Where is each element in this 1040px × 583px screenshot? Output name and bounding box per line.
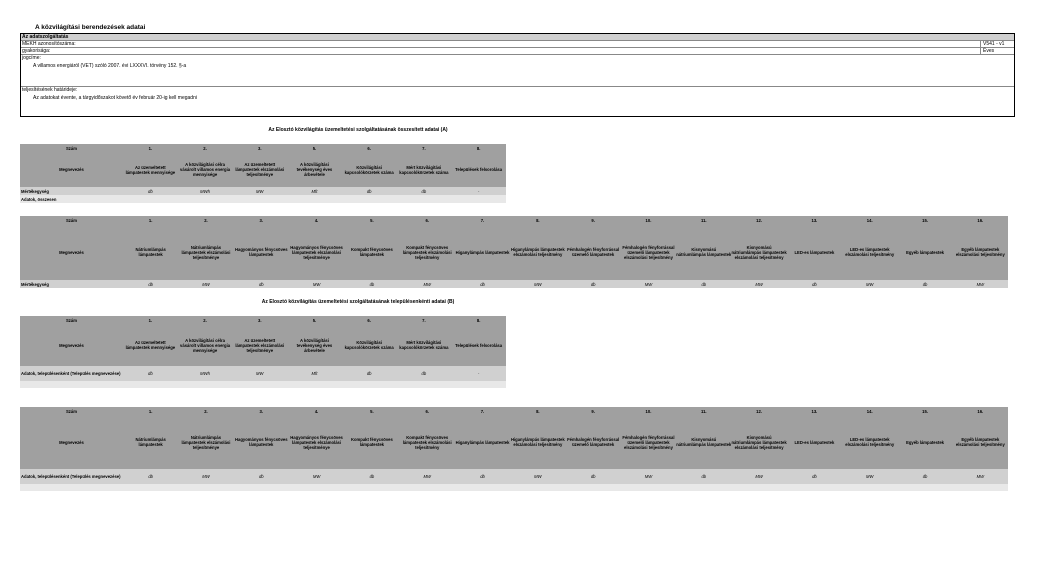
legal-value: A villamos energiáról (VET) szóló 2007. évi LXXXVI. törvény 152. §-a [33, 63, 187, 69]
column-name: Hagyományos fénycsöves lámpatestek [234, 415, 289, 469]
megnevezes-label: Megnevezés [20, 415, 123, 469]
unit-cell: db [455, 469, 510, 484]
data-row [20, 195, 506, 203]
column-number: 9. [566, 216, 621, 224]
data-cell[interactable] [232, 195, 287, 203]
unit-cell: MW [289, 280, 344, 288]
column-number: 1. [123, 407, 178, 415]
szam-label: Szám [20, 407, 123, 415]
column-name: Kisnyomású nátriumlámpás lámpatestek [676, 415, 731, 469]
column-number: 6. [342, 316, 397, 324]
megnevezes-label: Megnevezés [20, 152, 123, 187]
data-cell[interactable] [289, 484, 344, 491]
column-number: 6. [342, 144, 397, 152]
unit-cell: db [342, 187, 397, 195]
unit-cell: db [123, 187, 178, 195]
unit-cell: MW [289, 469, 344, 484]
column-number: 8. [451, 144, 506, 152]
data-cell[interactable] [842, 484, 897, 491]
unit-cell: db [397, 187, 452, 195]
adatok-telepulesenkent-label: Adatok, településenként (Település megnevezése) [20, 469, 123, 484]
column-name: Fémhalogén fényforrással üzemelő lámpatestek [566, 415, 621, 469]
unit-cell: db [123, 469, 178, 484]
data-cell[interactable] [123, 195, 178, 203]
column-name: Kompakt fénycsöves lámpatestek [344, 415, 399, 469]
unit-row [20, 366, 506, 381]
info-freq-row [21, 48, 1014, 55]
column-name: Higanylámpás lámpatestek [455, 415, 510, 469]
column-number: 5. [287, 144, 342, 152]
mekh-label: MEKH azonosítószáma: [22, 41, 76, 47]
column-name: Az üzemeltetett lámpatestek elszámolási teljesítménye [232, 324, 287, 366]
column-name: Kompakt fénycsöves lámpatestek elszámolási teljesítmény [400, 224, 455, 280]
adatok-osszesen-label: Adatok, összesen [20, 195, 123, 203]
unit-cell: db [342, 366, 397, 381]
column-name: LED-es lámpatestek [787, 415, 842, 469]
data-cell[interactable] [953, 484, 1008, 491]
column-name: Nátriumlámpás lámpatestek elszámolási teljesítménye [178, 224, 233, 280]
number-row [20, 407, 1008, 415]
unit-cell: - [451, 366, 506, 381]
section-a-title: Az Elosztó közvilágítás üzemeltetési szolgáltatásának összesített adatai (A) [268, 127, 448, 133]
column-name: Hagyományos fénycsöves lámpatestek [234, 224, 289, 280]
column-number: 10. [621, 216, 676, 224]
column-number: 5. [344, 216, 399, 224]
unit-cell: MW [400, 469, 455, 484]
column-name: Egyéb lámpatestek [897, 415, 952, 469]
column-name: Kisnyomású nátriumlámpás lámpatestek [676, 224, 731, 280]
data-cell[interactable] [123, 381, 178, 388]
column-number: 9. [566, 407, 621, 415]
column-name: A közvilágítási célra vásárolt villamos energia mennyisége [178, 152, 233, 187]
data-cell[interactable] [344, 484, 399, 491]
data-cell[interactable] [232, 381, 287, 388]
column-name: Mért közvilágítási kapcsolókörzetek száma [397, 324, 452, 366]
column-name: A közvilágítási tevékenység éves árbevétele [287, 324, 342, 366]
data-cell[interactable] [178, 484, 233, 491]
freq-value: Éves [980, 48, 1014, 54]
column-number: 3. [234, 216, 289, 224]
data-cell[interactable] [897, 484, 952, 491]
column-number: 1. [123, 144, 178, 152]
column-name: LED-es lámpatestek elszámolási teljesítmény [842, 224, 897, 280]
unit-cell: MW [953, 469, 1008, 484]
data-cell[interactable] [342, 195, 397, 203]
column-name: Kompakt fénycsöves lámpatestek elszámolási teljesítmény [400, 415, 455, 469]
data-cell[interactable] [566, 484, 621, 491]
column-number: 3. [234, 407, 289, 415]
blank-row [20, 381, 506, 388]
column-number: 15. [897, 216, 952, 224]
info-header: Az adatszolgáltatás [21, 34, 1014, 41]
unit-row [20, 469, 1008, 484]
table-a-summary [20, 144, 506, 203]
unit-cell: MW [731, 469, 786, 484]
number-row [20, 316, 506, 324]
column-name: Egyéb lámpatestek elszámolási teljesítmény [953, 224, 1008, 280]
info-mekh-row [21, 41, 1014, 48]
table-a-lamps [20, 216, 1008, 288]
info-legal-row [21, 55, 1014, 87]
column-number: 1. [123, 216, 178, 224]
unit-cell: MWh [178, 366, 233, 381]
unit-cell: db [787, 469, 842, 484]
column-name: LED-es lámpatestek [787, 224, 842, 280]
column-name: Nátriumlámpás lámpatestek elszámolási teljesítménye [178, 415, 233, 469]
data-cell[interactable] [234, 484, 289, 491]
column-number: 13. [787, 216, 842, 224]
column-name: Az üzemeltetett lámpatestek elszámolási teljesítménye [232, 152, 287, 187]
column-number: 1. [123, 316, 178, 324]
unit-cell: MW [842, 469, 897, 484]
number-row [20, 144, 506, 152]
column-number: 2. [178, 216, 233, 224]
column-name: A közvilágítási célra vásárolt villamos energia mennyisége [178, 324, 233, 366]
column-number: 7. [455, 216, 510, 224]
info-deadline-row [21, 87, 1014, 117]
adatok-telepulesenkent-label: Adatok, településenként (Település megnevezése) [20, 366, 123, 381]
data-cell[interactable] [397, 381, 452, 388]
data-cell[interactable] [451, 381, 506, 388]
column-number: 5. [344, 407, 399, 415]
column-number: 11. [676, 216, 731, 224]
column-name: Közvilágítási kapcsolókörzetek száma [342, 324, 397, 366]
column-number: 4. [289, 216, 344, 224]
unit-cell: db [787, 280, 842, 288]
unit-cell: db [676, 280, 731, 288]
column-number: 12. [731, 216, 786, 224]
name-row [20, 152, 506, 187]
unit-cell: MW [621, 469, 676, 484]
column-name: LED-es lámpatestek elszámolási teljesítmény [842, 415, 897, 469]
name-row [20, 324, 506, 366]
unit-cell: db [344, 280, 399, 288]
unit-cell: MWh [178, 187, 233, 195]
column-number: 2. [178, 144, 233, 152]
column-name: Az üzemeltetett lámpatestek mennyisége [123, 324, 178, 366]
column-name: Nátriumlámpás lámpatestek [123, 224, 178, 280]
column-name: Nátriumlámpás lámpatestek [123, 415, 178, 469]
data-cell[interactable] [621, 484, 676, 491]
mertekegyseg-label: Mértékegység [20, 280, 123, 288]
column-number: 10. [621, 407, 676, 415]
column-number: 6. [400, 407, 455, 415]
data-cell[interactable] [455, 484, 510, 491]
legal-label: jogcíme: [22, 55, 41, 61]
freq-label: gyakorisága: [22, 48, 51, 54]
column-name: Higanylámpás lámpatestek elszámolási teljesítmény [510, 415, 565, 469]
name-row [20, 224, 1008, 280]
column-name: Kisnyomású nátriumlámpás lámpatestek elszámolási teljesítmény [731, 415, 786, 469]
data-cell[interactable] [178, 195, 233, 203]
data-cell[interactable] [342, 381, 397, 388]
name-row [20, 415, 1008, 469]
data-cell[interactable] [451, 195, 506, 203]
column-number: 15. [897, 407, 952, 415]
unit-cell: MW [842, 280, 897, 288]
unit-cell: db [897, 469, 952, 484]
column-name: Települések felsorolása [451, 152, 506, 187]
data-cell[interactable] [123, 484, 178, 491]
column-name: Kompakt fénycsöves lámpatestek [344, 224, 399, 280]
mekh-value: V541 - v1 [980, 41, 1014, 47]
unit-cell: db [123, 280, 178, 288]
column-number: 16. [953, 407, 1008, 415]
unit-cell: db [566, 280, 621, 288]
unit-cell: MW [178, 280, 233, 288]
unit-cell: db [123, 366, 178, 381]
unit-cell: MW [178, 469, 233, 484]
data-cell[interactable] [787, 484, 842, 491]
column-number: 11. [676, 407, 731, 415]
column-number: 16. [953, 216, 1008, 224]
table-b-summary [20, 316, 506, 388]
column-number: 6. [400, 216, 455, 224]
unit-cell: db [676, 469, 731, 484]
column-number: 14. [842, 216, 897, 224]
column-name: Fémhalogén fényforrással üzemelő lámpatestek [566, 224, 621, 280]
data-cell[interactable] [178, 381, 233, 388]
column-number: 4. [289, 407, 344, 415]
data-cell[interactable] [287, 381, 342, 388]
column-number: 2. [178, 407, 233, 415]
unit-cell: db [234, 469, 289, 484]
column-name: Közvilágítási kapcsolókörzetek száma [342, 152, 397, 187]
unit-row [20, 187, 506, 195]
unit-cell: db [566, 469, 621, 484]
column-name: Fémhalogén fényforrással üzemelő lámpatestek elszámolási teljesítmény [621, 224, 676, 280]
column-number: 8. [510, 216, 565, 224]
unit-cell: db [897, 280, 952, 288]
szam-label: Szám [20, 216, 123, 224]
unit-cell: Mft [287, 366, 342, 381]
column-number: 5. [287, 316, 342, 324]
unit-cell: db [455, 280, 510, 288]
megnevezes-label: Megnevezés [20, 324, 123, 366]
megnevezes-label: Megnevezés [20, 224, 123, 280]
column-name: Települések felsorolása [451, 324, 506, 366]
data-cell[interactable] [397, 195, 452, 203]
table-b-lamps [20, 407, 1008, 491]
column-name: Higanylámpás lámpatestek elszámolási teljesítmény [510, 224, 565, 280]
column-number: 7. [455, 407, 510, 415]
column-name: Mért közvilágítási kapcsolókörzetek száma [397, 152, 452, 187]
unit-cell: MW [232, 366, 287, 381]
column-number: 3. [232, 144, 287, 152]
column-name: Higanylámpás lámpatestek [455, 224, 510, 280]
unit-cell: MW [232, 187, 287, 195]
unit-cell: MW [953, 280, 1008, 288]
unit-cell: db [397, 366, 452, 381]
szam-label: Szám [20, 144, 123, 152]
column-name: Fémhalogén fényforrással üzemelő lámpatestek elszámolási teljesítmény [621, 415, 676, 469]
column-number: 14. [842, 407, 897, 415]
number-row [20, 216, 1008, 224]
szam-label: Szám [20, 316, 123, 324]
column-number: 8. [510, 407, 565, 415]
deadline-label: teljesítésének határideje: [22, 87, 78, 93]
deadline-value: Az adatokat évente, a tárgyidőszakot követő év február 20-ig kell megadni [33, 95, 197, 101]
column-number: 7. [397, 316, 452, 324]
page-title: A közvilágítási berendezések adatai [35, 24, 146, 31]
data-cell[interactable] [287, 195, 342, 203]
column-number: 7. [397, 144, 452, 152]
column-number: 8. [451, 316, 506, 324]
unit-cell: Mft [287, 187, 342, 195]
unit-cell: MW [510, 469, 565, 484]
column-name: A közvilágítási tevékenység éves árbevétele [287, 152, 342, 187]
column-number: 3. [232, 316, 287, 324]
unit-cell: db [234, 280, 289, 288]
unit-cell: MW [400, 280, 455, 288]
unit-cell: MW [731, 280, 786, 288]
data-cell[interactable] [731, 484, 786, 491]
info-box [20, 33, 1015, 117]
unit-row [20, 280, 1008, 288]
column-name: Egyéb lámpatestek elszámolási teljesítmény [953, 415, 1008, 469]
mertekegyseg-label: Mértékegység [20, 187, 123, 195]
data-cell[interactable] [510, 484, 565, 491]
column-number: 13. [787, 407, 842, 415]
column-number: 12. [731, 407, 786, 415]
column-name: Az üzemeltetett lámpatestek mennyisége [123, 152, 178, 187]
column-name: Hagyományos fénycsöves lámpatestek elszámolási teljesítménye [289, 224, 344, 280]
blank-row [20, 484, 1008, 491]
column-number: 2. [178, 316, 233, 324]
column-name: Kisnyomású nátriumlámpás lámpatestek elszámolási teljesítmény [731, 224, 786, 280]
unit-cell: db [344, 469, 399, 484]
column-name: Hagyományos fénycsöves lámpatestek elszámolási teljesítménye [289, 415, 344, 469]
unit-cell: MW [621, 280, 676, 288]
unit-cell: - [451, 187, 506, 195]
unit-cell: MW [510, 280, 565, 288]
section-b-title: Az Elosztó közvilágítás üzemeltetési szolgáltatásának településenkénti adatai (B) [261, 299, 455, 305]
data-cell[interactable] [676, 484, 731, 491]
data-cell[interactable] [400, 484, 455, 491]
column-name: Egyéb lámpatestek [897, 224, 952, 280]
